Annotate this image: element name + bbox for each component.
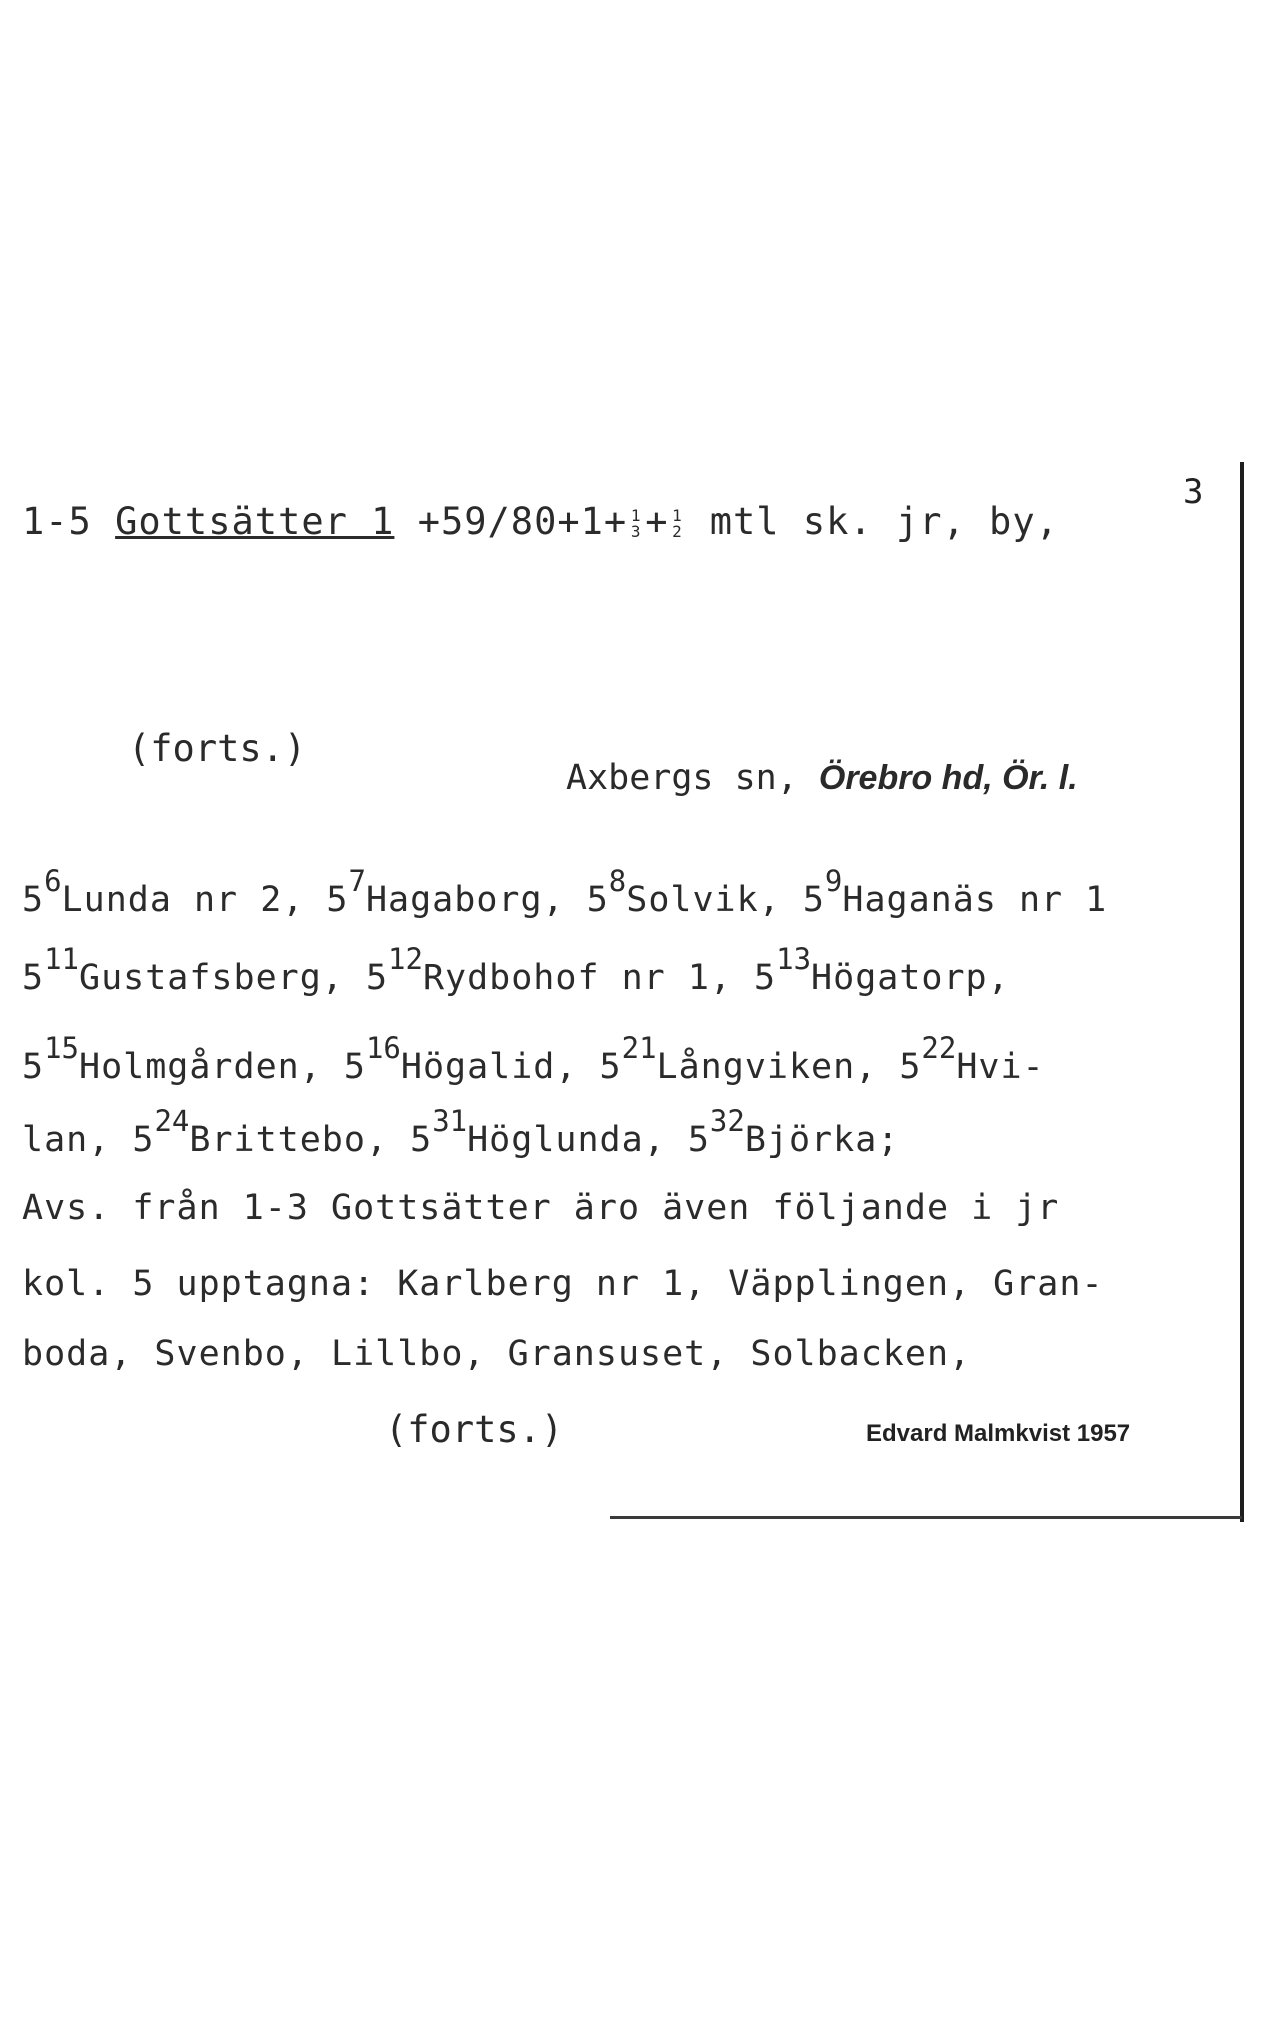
fraction-one-third: 1 3	[630, 505, 642, 541]
entry: $5^7Hagaborg$,	[326, 864, 565, 920]
entry: $5^{31}Höglunda$,	[410, 1104, 666, 1160]
entry: $5^{13}Högatorp$,	[754, 942, 1010, 998]
parish: Axbergs sn,	[566, 758, 798, 798]
entry-line-2	[22, 942, 1010, 998]
entry-line-4	[22, 1104, 900, 1160]
entry: $5^{15}Holmgården$,	[22, 1031, 322, 1087]
text-line-2: kol. 5 upptagna: Karlberg nr 1, Väpplingen, Gran-	[22, 1264, 1104, 1304]
card-header: 1-5 Gottsätter 1 +59/80+1+ 1 3 + 1 2 mtl sk. jr, by,	[22, 500, 1059, 543]
forts-top: (forts.)	[128, 727, 307, 770]
entry: $5^9Haganäs$ nr 1	[802, 864, 1108, 920]
entry-line-3	[22, 1031, 1045, 1087]
place-line	[566, 758, 1078, 798]
text-line-1: Avs. från 1-3 Gottsätter äro även följande i jr	[22, 1188, 1060, 1228]
entry: $5^{12}Rydbohof$ nr 1,	[365, 942, 732, 998]
header-range: 1-5	[22, 500, 92, 543]
entry: $5^{24}Brittebo$,	[132, 1104, 389, 1160]
entry: lan,	[22, 1120, 111, 1160]
entry: $5^{11}Gustafsberg$,	[22, 942, 344, 998]
header-title: Gottsätter 1	[115, 500, 395, 543]
card-number: 3	[1183, 472, 1204, 512]
forts-bottom: (forts.)	[385, 1408, 564, 1451]
signature: Edvard Malmkvist 1957	[866, 1420, 1131, 1447]
card-edge-right	[1240, 462, 1244, 1522]
text-line-3: boda, Svenbo, Lillbo, Gransuset, Solbacken,	[22, 1334, 972, 1374]
entry: $5^6Lunda$ nr 2,	[22, 864, 305, 920]
entry: $5^{21}Långviken$,	[599, 1031, 878, 1087]
district: Örebro hd, Ör. l.	[818, 759, 1078, 797]
fraction-one-half: 1 2	[672, 505, 683, 541]
entry-line-1	[22, 864, 1108, 920]
card-edge-bottom	[610, 1516, 1242, 1519]
header-value: +59/80+1+	[417, 500, 628, 543]
header-rest: mtl sk. jr, by,	[686, 500, 1059, 543]
entry: $5^{16}Högalid$,	[343, 1031, 578, 1087]
entry: $5^{22}Hvi-$	[899, 1031, 1045, 1087]
entry: $5^{32}Björka$;	[687, 1104, 900, 1160]
entry: $5^8Solvik$,	[586, 864, 781, 920]
